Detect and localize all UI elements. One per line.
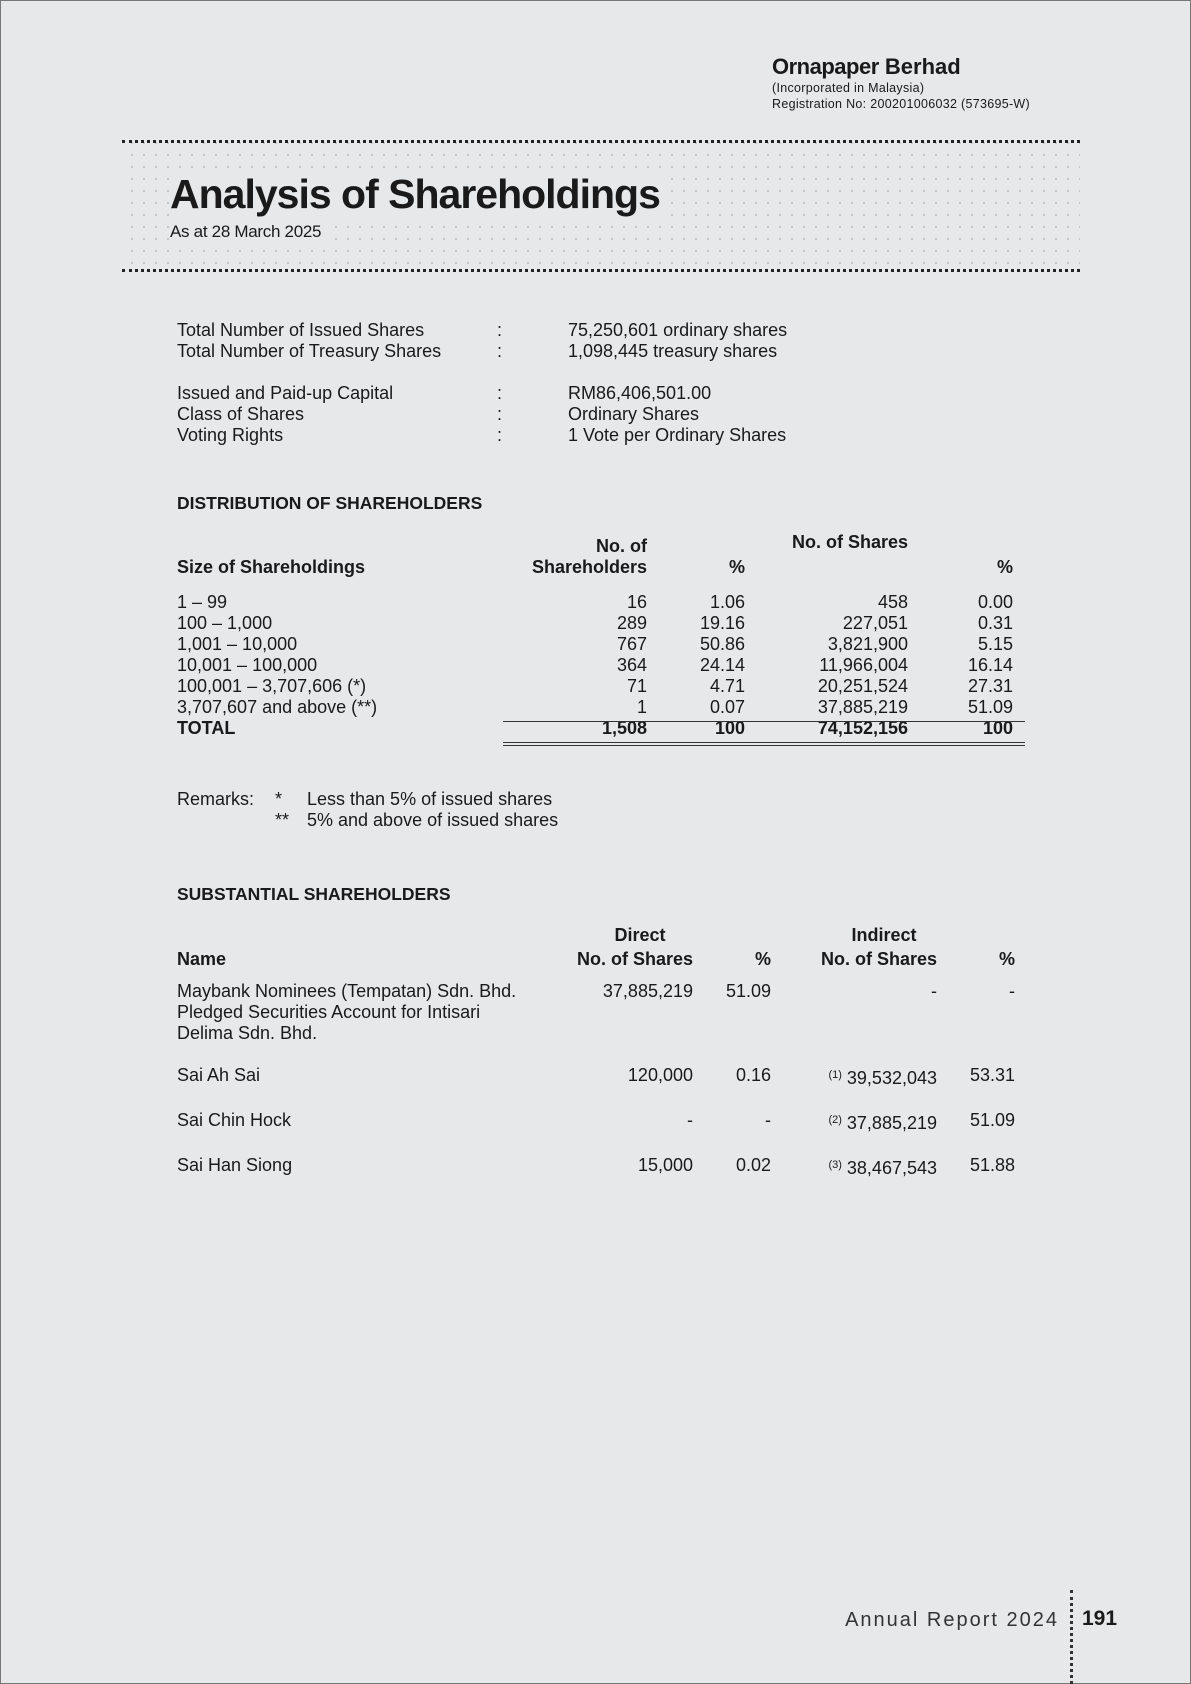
name-line: Maybank Nominees (Tempatan) Sdn. Bhd.: [177, 981, 517, 1001]
cell-indirect-pct: 53.31: [969, 1065, 1015, 1085]
company-name: [772, 54, 1030, 80]
col-header-name: Name: [177, 949, 227, 969]
cell-holders: 1: [636, 697, 647, 717]
col-header-direct-line2: No. of Shares: [576, 949, 693, 969]
table-row: [177, 1055, 1015, 1100]
cell-indirect: [771, 1145, 937, 1190]
company-incorporation: (Incorporated in Malaysia): [772, 81, 925, 95]
cell-direct-pct: 51.09: [725, 981, 771, 1001]
cell-total-label: TOTAL: [177, 718, 236, 738]
info-label: Voting Rights: [177, 425, 284, 445]
cell-name: Sai Ah Sai: [177, 1065, 261, 1085]
cell-pct-shares: 16.14: [967, 655, 1013, 675]
info-value: Ordinary Shares: [568, 404, 700, 424]
remarks-mark: **: [275, 810, 290, 830]
cell-shares: 37,885,219: [817, 697, 908, 717]
cell-pct-shares: 0.31: [977, 613, 1013, 633]
cell-indirect: [771, 971, 937, 1055]
cell-indirect-pct: -: [1009, 981, 1015, 1001]
info-label: Total Number of Treasury Shares: [177, 341, 442, 361]
cell-size: 10,001 – 100,000: [177, 655, 318, 675]
info-label: Class of Shares: [177, 404, 305, 424]
substantial-table: [177, 923, 1015, 1190]
table-row: [177, 1100, 1015, 1145]
info-value: 1 Vote per Ordinary Shares: [568, 425, 787, 445]
info-value: RM86,406,501.00: [568, 383, 712, 403]
cell-name: Sai Chin Hock: [177, 1110, 292, 1130]
col-header-pct-shares: %: [996, 557, 1013, 577]
page-number: 191: [1082, 1607, 1118, 1630]
table-row: [177, 592, 1013, 613]
col-header-indirect-line2: No. of Shares: [820, 949, 937, 969]
col-header-shares: No. of Shares: [791, 532, 908, 552]
cell-size: 1 – 99: [177, 592, 228, 612]
cell-pct-shares: 27.31: [967, 676, 1013, 696]
page-subtitle: As at 28 March 2025: [170, 222, 325, 242]
footnote-ref: (3): [828, 1159, 842, 1171]
col-header-shareholders-line1: No. of: [596, 536, 647, 556]
cell-direct: 120,000: [627, 1065, 693, 1085]
cell-pct-shares: 51.09: [967, 697, 1013, 717]
table-header-row: [177, 923, 1015, 971]
info-colon: :: [497, 425, 503, 445]
company-header: [772, 54, 1030, 112]
cell-indirect: [771, 1100, 937, 1145]
info-label: Issued and Paid-up Capital: [177, 383, 394, 403]
table-row: [177, 634, 1013, 655]
table-row: [177, 655, 1013, 676]
cell-shares: 3,821,900: [827, 634, 908, 654]
distribution-table: [177, 532, 1013, 739]
distribution-title: DISTRIBUTION OF SHAREHOLDERS: [177, 493, 483, 513]
col-header-direct-pct: %: [754, 949, 771, 969]
cell-size: 100,001 – 3,707,606 (*): [177, 676, 367, 696]
cell-shares: 20,251,524: [817, 676, 908, 696]
info-label: Total Number of Issued Shares: [177, 320, 425, 340]
cell-indirect-value: -: [931, 981, 937, 1001]
cell-pct-holders: 4.71: [709, 676, 745, 696]
info-value: 1,098,445 treasury shares: [568, 341, 778, 361]
table-row: [177, 971, 1015, 1055]
cell-holders: 767: [616, 634, 647, 654]
cell-pct-holders: 1.06: [709, 592, 745, 612]
cell-shares: 227,051: [842, 613, 908, 633]
cell-indirect-pct: 51.88: [969, 1155, 1015, 1175]
remarks-text: 5% and above of issued shares: [307, 810, 559, 830]
total-double-rule: [503, 742, 1025, 746]
title-banner: [122, 140, 1080, 272]
cell-holders: 289: [616, 613, 647, 633]
cell-direct: 37,885,219: [602, 981, 693, 1001]
footnote-ref: (1): [828, 1069, 842, 1081]
cell-indirect-value: 37,885,219: [846, 1113, 937, 1133]
page-title: Analysis of Shareholdings: [170, 171, 664, 217]
col-header-indirect-line1: Indirect: [851, 925, 917, 945]
col-header-indirect-pct: %: [998, 949, 1015, 969]
remarks-label: Remarks:: [177, 789, 255, 809]
company-suffix: Berhad: [884, 54, 961, 79]
name-line: Delima Sdn. Bhd.: [177, 1023, 318, 1043]
cell-size: 1,001 – 10,000: [177, 634, 298, 654]
total-top-rule: [503, 721, 1025, 722]
cell-total-pct-holders: 100: [714, 718, 745, 738]
cell-holders: 364: [616, 655, 647, 675]
cell-direct-pct: 0.16: [735, 1065, 771, 1085]
cell-shares: 458: [877, 592, 908, 612]
cell-pct-holders: 24.14: [699, 655, 745, 675]
footnote-ref: (2): [828, 1114, 842, 1126]
table-header-row: [177, 532, 1013, 578]
cell-pct-shares: 0.00: [977, 592, 1013, 612]
col-header-shareholders: [467, 532, 647, 578]
cell-name: [177, 971, 517, 1055]
info-colon: :: [497, 341, 503, 361]
cell-holders: 16: [626, 592, 647, 612]
cell-total-holders: 1,508: [601, 718, 647, 738]
cell-pct-shares: 5.15: [977, 634, 1013, 654]
cell-pct-holders: 0.07: [709, 697, 745, 717]
info-colon: :: [497, 383, 503, 403]
cell-indirect-value: 39,532,043: [846, 1068, 937, 1088]
cell-name: Sai Han Siong: [177, 1155, 293, 1175]
info-colon: :: [497, 320, 503, 340]
col-header-shareholders-line2: Shareholders: [531, 557, 647, 577]
cell-indirect-pct: 51.09: [969, 1110, 1015, 1130]
col-header-pct-holders: %: [728, 557, 745, 577]
table-row: [177, 613, 1013, 634]
cell-indirect: [771, 1055, 937, 1100]
cell-pct-holders: 19.16: [699, 613, 745, 633]
cell-shares: 11,966,004: [819, 655, 908, 675]
cell-size: 100 – 1,000: [177, 613, 273, 633]
table-row: [177, 697, 1013, 718]
remarks-text: Less than 5% of issued shares: [307, 789, 553, 809]
col-header-direct: [517, 923, 693, 971]
cell-total-pct-shares: 100: [982, 718, 1013, 738]
col-header-direct-line1: Direct: [614, 925, 666, 945]
company-brand: Ornapaper: [772, 54, 879, 79]
info-value: 75,250,601 ordinary shares: [568, 320, 788, 340]
cell-direct: 15,000: [637, 1155, 693, 1175]
table-row: [177, 1145, 1015, 1190]
cell-direct: -: [687, 1110, 693, 1130]
remarks-mark: *: [275, 789, 283, 809]
cell-pct-holders: 50.86: [699, 634, 745, 654]
cell-direct-pct: -: [765, 1110, 771, 1130]
spacer-row: [177, 578, 1013, 592]
substantial-title: SUBSTANTIAL SHAREHOLDERS: [177, 884, 451, 904]
footer-report-title: Annual Report 2024: [845, 1609, 1059, 1631]
cell-indirect-value: 38,467,543: [846, 1158, 937, 1178]
company-registration: Registration No: 200201006032 (573695-W): [772, 97, 1030, 111]
name-line: Pledged Securities Account for Intisari: [177, 1002, 481, 1022]
info-colon: :: [497, 404, 503, 424]
cell-holders: 71: [626, 676, 647, 696]
col-header-indirect: [771, 923, 937, 971]
footer-dotted-divider: [1070, 1590, 1073, 1684]
cell-size: 3,707,607 and above (**): [177, 697, 378, 717]
cell-total-shares: 74,152,156: [817, 718, 908, 738]
cell-direct-pct: 0.02: [735, 1155, 771, 1175]
col-header-size: Size of Shareholdings: [177, 557, 366, 577]
table-row: [177, 676, 1013, 697]
